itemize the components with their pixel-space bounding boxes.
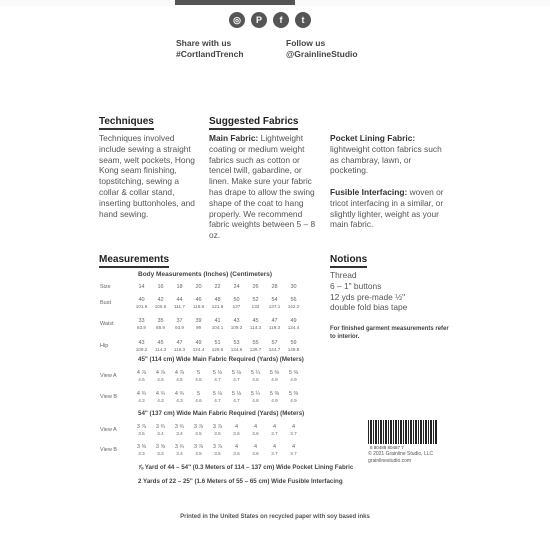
table-cell: 43 bbox=[138, 340, 145, 346]
table-cell: 48 bbox=[214, 297, 221, 303]
table-cell: 47 bbox=[271, 318, 278, 324]
table-cell-metric: 4.9 bbox=[290, 377, 297, 382]
table-cell-metric: 132 bbox=[251, 304, 260, 309]
table-cell-metric: 109.2 bbox=[230, 325, 243, 330]
table-cell: 24 bbox=[233, 284, 240, 290]
table-cell: 35 bbox=[157, 318, 164, 324]
table-cell-metric: 119.3 bbox=[268, 325, 281, 330]
twitter-icon[interactable]: t bbox=[295, 12, 311, 28]
table-cell: 5 ⅜ bbox=[288, 370, 299, 376]
table-cell: 5 ⅛ bbox=[212, 391, 223, 397]
table-cell-metric: 3.7 bbox=[290, 431, 297, 436]
table-cell: 5 ¼ bbox=[250, 391, 261, 397]
table-cell: 5 ¼ bbox=[250, 370, 261, 376]
barcode-number: 8 80488 80487 7 bbox=[370, 445, 404, 450]
table-cell: 59 bbox=[290, 340, 297, 346]
table-cell: 46 bbox=[195, 297, 202, 303]
notion-item: double fold bias tape bbox=[330, 302, 408, 313]
table-cell: 3 ⅞ bbox=[193, 444, 204, 450]
share-block bbox=[176, 38, 244, 60]
table-cell-metric: 88.9 bbox=[156, 325, 165, 330]
table-cell: 18 bbox=[176, 284, 183, 290]
top-edge bbox=[0, 0, 550, 6]
table-cell-metric: 3.6 bbox=[252, 451, 259, 456]
table-cell-metric: 4.7 bbox=[214, 377, 221, 382]
row-label: Hip bbox=[100, 343, 109, 349]
notion-item: Thread bbox=[330, 270, 357, 280]
fusible-desc: woven or tricot interfacing in a similar, or slightly lighter, weight as your main fabric. bbox=[330, 187, 444, 230]
table-cell-metric: 116.8 bbox=[192, 304, 205, 309]
table-cell: 57 bbox=[271, 340, 278, 346]
table-cell: 5 ⅜ bbox=[269, 391, 280, 397]
facebook-icon[interactable]: f bbox=[273, 12, 289, 28]
table-cell: 4 ⅞ bbox=[155, 370, 166, 376]
table-cell-metric: 111.7 bbox=[174, 304, 185, 309]
table-cell: 49 bbox=[290, 318, 297, 324]
table-cell-metric: 124.4 bbox=[192, 347, 205, 352]
table-cell-metric: 3.7 bbox=[290, 451, 297, 456]
measurements-heading: Measurements bbox=[99, 254, 169, 268]
table-cell-metric: 124.4 bbox=[287, 325, 300, 330]
table-cell-metric: 134.6 bbox=[230, 347, 243, 352]
table-cell: 54 bbox=[271, 297, 278, 303]
pocket-fabric-label: Pocket Lining Fabric: bbox=[330, 133, 416, 143]
table-cell-metric: 3.5 bbox=[195, 431, 202, 436]
print-footer: Printed in the United States on recycled paper with soy based inks bbox=[180, 514, 370, 520]
table-cell: 53 bbox=[233, 340, 240, 346]
table-cell-metric: 99 bbox=[195, 325, 202, 330]
table-cell: 3 ⅞ bbox=[193, 424, 204, 430]
table-cell-metric: 3.7 bbox=[271, 451, 278, 456]
table-cell: 56 bbox=[290, 297, 297, 303]
table-cell-metric: 3.5 bbox=[195, 451, 202, 456]
table-cell-metric: 3.6 bbox=[252, 431, 259, 436]
table-cell-metric: 4.3 bbox=[138, 398, 145, 403]
fabric54-title: 54" (137 cm) Wide Main Fabric Required (Yards) (Meters) bbox=[138, 410, 305, 417]
row-label: View B bbox=[100, 394, 118, 400]
table-cell-metric: 144.7 bbox=[268, 347, 281, 352]
table-cell-metric: 4.7 bbox=[233, 377, 240, 382]
table-cell: 42 bbox=[157, 297, 164, 303]
table-cell-metric: 3.7 bbox=[271, 431, 278, 436]
table-cell: 4 ⅞ bbox=[136, 370, 147, 376]
table-cell: 22 bbox=[214, 284, 221, 290]
table-cell-metric: 3.4 bbox=[176, 451, 183, 456]
table-cell: 44 bbox=[176, 297, 183, 303]
table-cell-metric: 106.6 bbox=[154, 304, 167, 309]
table-cell: 5 ⅛ bbox=[212, 370, 223, 376]
table-cell-metric: 3.3 bbox=[157, 451, 164, 456]
table-cell: 43 bbox=[233, 318, 240, 324]
table-cell-metric: 104.1 bbox=[211, 325, 224, 330]
table-cell: 30 bbox=[290, 284, 297, 290]
body-measurements-title: Body Measurements (Inches) (Centimeters) bbox=[138, 271, 273, 278]
table-cell-metric: 4.6 bbox=[195, 377, 202, 382]
follow-handle: @GrainlineStudio bbox=[286, 49, 358, 59]
table-cell: 49 bbox=[195, 340, 202, 346]
row-label: View A bbox=[100, 427, 117, 433]
table-cell: 20 bbox=[195, 284, 202, 290]
table-cell: 45 bbox=[157, 340, 164, 346]
table-cell: 51 bbox=[214, 340, 221, 346]
fusible-text bbox=[330, 187, 448, 230]
share-line-1: Share with us bbox=[176, 38, 232, 48]
table-cell: 3 ⅝ bbox=[155, 444, 166, 450]
row-label: Bust bbox=[100, 300, 112, 306]
barcode bbox=[368, 420, 438, 444]
pinterest-icon[interactable]: P bbox=[251, 12, 267, 28]
table-cell: 4 bbox=[253, 444, 258, 450]
techniques-text: Techniques involved include sewing a straight seam, welt pockets, Hong Kong seam finishing, topstitching, sewing a collar & collar stand, inserting buttonholes, and hand sewing. bbox=[99, 133, 195, 219]
table-cell: 55 bbox=[252, 340, 259, 346]
table-cell: 3 ⅞ bbox=[212, 444, 223, 450]
table-cell: 3 ⅝ bbox=[136, 444, 147, 450]
table-cell: 4 ¾ bbox=[136, 391, 147, 397]
pocket-lining-line: ⅞ Yard of 44 – 54" (0.3 Meters of 114 – 137 cm) Wide Pocket Lining Fabric bbox=[138, 464, 354, 471]
pocket-fabric-text bbox=[330, 133, 448, 176]
finished-measurements-note: For finished garment measurements refer to interior. bbox=[330, 326, 449, 340]
table-cell: 5 bbox=[196, 391, 201, 397]
table-cell: 4 bbox=[234, 424, 239, 430]
table-cell-metric: 3.5 bbox=[214, 451, 221, 456]
table-cell-metric: 109.2 bbox=[135, 347, 148, 352]
main-fabric-desc: Lightweight coating or medium weight fabrics such as cotton or tencel twill, gabardine, or linen. Make sure your fabric has drape to allow the swing shape of the coat to hang properly. We recommend fabric weights between 5 – 8 oz. bbox=[209, 133, 316, 241]
table-cell-metric: 139.7 bbox=[249, 347, 262, 352]
row-label: Waist bbox=[100, 321, 114, 327]
table-cell-metric: 3.5 bbox=[214, 431, 221, 436]
top-dark-strip bbox=[175, 0, 295, 5]
table-cell-metric: 4.7 bbox=[233, 398, 240, 403]
table-cell-metric: 4.6 bbox=[195, 398, 202, 403]
table-cell-metric: 4.5 bbox=[176, 377, 183, 382]
follow-block bbox=[286, 38, 358, 60]
main-fabric-label: Main Fabric: bbox=[209, 133, 259, 143]
table-cell: 26 bbox=[252, 284, 259, 290]
notion-item: 12 yds pre-made ½" bbox=[330, 291, 406, 302]
table-cell-metric: 4.3 bbox=[157, 398, 164, 403]
table-cell: 4 ¾ bbox=[155, 391, 166, 397]
website: grainlinestudio.com bbox=[368, 458, 412, 464]
table-cell: 5 ⅜ bbox=[269, 370, 280, 376]
fusible-label: Fusible Interfacing: bbox=[330, 187, 408, 197]
table-cell: 5 ⅛ bbox=[231, 370, 242, 376]
table-cell-metric: 4.8 bbox=[252, 377, 259, 382]
share-hashtag: #CortlandTrench bbox=[176, 49, 244, 59]
table-cell: 45 bbox=[252, 318, 259, 324]
table-cell-metric: 137.1 bbox=[268, 304, 281, 309]
table-cell-metric: 4.9 bbox=[271, 377, 278, 382]
table-cell: 16 bbox=[157, 284, 164, 290]
techniques-heading: Techniques bbox=[99, 116, 154, 130]
table-cell-metric: 114.3 bbox=[249, 325, 262, 330]
table-cell: 4 bbox=[234, 444, 239, 450]
table-cell-metric: 129.5 bbox=[211, 347, 224, 352]
table-cell-metric: 142.2 bbox=[287, 304, 300, 309]
fusible-line: 2 Yards of 22 – 25" (1.6 Meters of 55 – 65 cm) Wide Fusible Interfacing bbox=[138, 478, 343, 485]
table-cell-metric: 4.5 bbox=[157, 377, 164, 382]
table-cell: 5 ⅛ bbox=[231, 391, 242, 397]
table-cell-metric: 93.9 bbox=[175, 325, 184, 330]
table-cell: 4 bbox=[291, 424, 296, 430]
table-cell-metric: 3.6 bbox=[233, 451, 240, 456]
table-cell: 3 ¾ bbox=[174, 444, 185, 450]
table-cell: 4 ⅞ bbox=[174, 370, 185, 376]
copyright bbox=[368, 451, 433, 465]
table-cell-metric: 101.6 bbox=[135, 304, 148, 309]
table-cell-metric: 3.4 bbox=[157, 431, 164, 436]
fabric45-title: 45" (114 cm) Wide Main Fabric Required (Yards) (Meters) bbox=[138, 356, 304, 363]
notions-list bbox=[330, 270, 407, 313]
table-cell: 47 bbox=[176, 340, 183, 346]
table-cell: 40 bbox=[138, 297, 145, 303]
row-label: View B bbox=[100, 447, 118, 453]
table-cell: 5 ⅜ bbox=[288, 391, 299, 397]
table-cell: 3 ¾ bbox=[155, 424, 166, 430]
pocket-fabric-desc: lightweight cotton fabrics such as chambray, lawn, or pocketing. bbox=[330, 143, 442, 176]
table-cell-metric: 4.3 bbox=[176, 398, 183, 403]
table-cell: 39 bbox=[195, 318, 202, 324]
table-cell: 52 bbox=[252, 297, 259, 303]
table-cell: 4 bbox=[272, 444, 277, 450]
table-cell-metric: 4.8 bbox=[252, 398, 259, 403]
table-cell: 3 ¾ bbox=[174, 424, 185, 430]
table-cell: 28 bbox=[271, 284, 278, 290]
table-cell-metric: 121.9 bbox=[211, 304, 224, 309]
notion-item: 6 – 1" buttons bbox=[330, 280, 382, 291]
table-cell-metric: 119.3 bbox=[173, 347, 186, 352]
row-label: View A bbox=[100, 373, 117, 379]
table-cell-metric: 149.8 bbox=[287, 347, 300, 352]
table-cell: 37 bbox=[176, 318, 183, 324]
social-icons bbox=[229, 12, 311, 28]
table-cell-metric: 83.8 bbox=[137, 325, 146, 330]
table-cell: 4 bbox=[291, 444, 296, 450]
table-cell-metric: 4.7 bbox=[214, 398, 221, 403]
main-fabric-text bbox=[209, 133, 321, 241]
table-cell: 33 bbox=[138, 318, 145, 324]
table-cell-metric: 3.3 bbox=[138, 451, 145, 456]
table-cell-metric: 4.9 bbox=[271, 398, 278, 403]
table-cell-metric: 4.9 bbox=[290, 398, 297, 403]
table-cell-metric: 3.5 bbox=[138, 431, 145, 436]
row-label: Size bbox=[100, 284, 111, 290]
copyright-line: © 2021 Grainline Studio, LLC bbox=[368, 451, 434, 457]
fabrics-heading: Suggested Fabrics bbox=[209, 116, 298, 130]
table-cell: 3 ⅞ bbox=[136, 424, 147, 430]
table-cell: 4 bbox=[272, 424, 277, 430]
table-cell: 4 ¾ bbox=[174, 391, 185, 397]
table-cell-metric: 3.4 bbox=[176, 431, 183, 436]
table-cell-metric: 3.6 bbox=[233, 431, 240, 436]
table-cell: 3 ⅞ bbox=[212, 424, 223, 430]
table-cell: 41 bbox=[214, 318, 221, 324]
table-cell-metric: 4.5 bbox=[138, 377, 145, 382]
instagram-icon[interactable]: ◎ bbox=[229, 12, 245, 28]
table-cell: 14 bbox=[138, 284, 145, 290]
table-cell: 5 bbox=[196, 370, 201, 376]
table-cell-metric: 127 bbox=[232, 304, 241, 309]
table-cell: 50 bbox=[233, 297, 240, 303]
notions-heading: Notions bbox=[330, 254, 367, 268]
follow-line-1: Follow us bbox=[286, 38, 326, 48]
table-cell-metric: 114.3 bbox=[154, 347, 167, 352]
table-cell: 4 bbox=[253, 424, 258, 430]
